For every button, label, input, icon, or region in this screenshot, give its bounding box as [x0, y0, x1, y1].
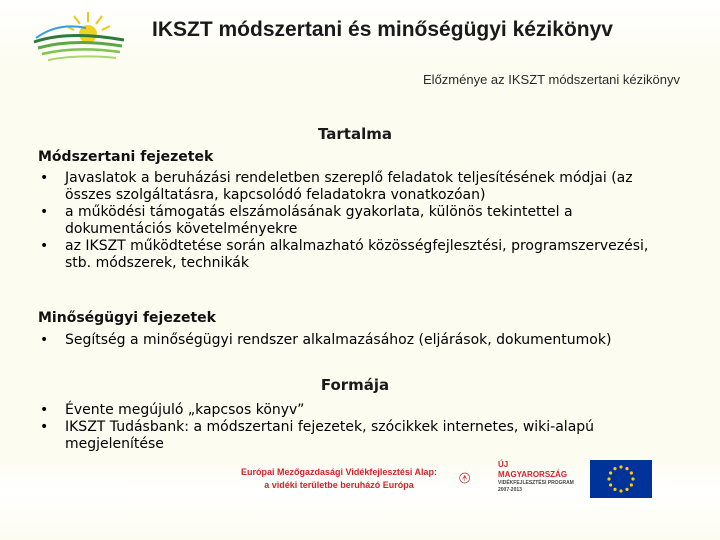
list-item [38, 402, 678, 419]
eu-star [607, 477, 610, 480]
bullet-glyph: • [40, 170, 49, 186]
list-item-text: Segítség a minőségügyi rendszer alkalmazásához (eljárások, dokumentumok) [65, 332, 612, 348]
eu-star [613, 467, 616, 470]
list-item [38, 170, 678, 204]
modszertani-section-title: Módszertani fejezetek [38, 149, 214, 165]
list-item [38, 419, 678, 453]
bullet-glyph: • [40, 402, 49, 418]
eu-star [625, 488, 628, 491]
formaja-heading: Formája [320, 376, 390, 394]
list-item [38, 204, 678, 238]
list-item-text: dokumentációs követelményekre [65, 221, 298, 237]
list-item-text: Évente megújuló „kapcsos könyv” [65, 402, 305, 418]
list-item-text: megjelenítése [65, 436, 164, 452]
eafrd-line-2: a vidéki területbe beruházó Európa [264, 480, 414, 490]
list-item-text: IKSZT Tudásbank: a módszertani fejezetek, szócikkek internetes, wiki-alapú [65, 419, 595, 435]
page-subtitle: Előzménye az IKSZT módszertani kézikönyv [423, 72, 680, 87]
uj-magyarorszag-logo-text [498, 460, 578, 494]
list-item-text: stb. módszerek, technikák [65, 255, 249, 271]
list-item [38, 238, 678, 272]
minosegugyi-list [38, 332, 678, 349]
um-subtitle: VIDÉKFEJLESZTÉSI PROGRAM [498, 480, 574, 486]
bullet-glyph: • [40, 204, 49, 220]
page-title: IKSZT módszertani és minőségügyi kézikönyv [152, 18, 613, 41]
sun-landscape-logo [28, 8, 128, 64]
minosegugyi-section-title: Minőségügyi fejezetek [38, 310, 216, 326]
list-item-text: az IKSZT működtetése során alkalmazható közösségfejlesztési, programszervezési, [65, 238, 649, 254]
eu-star [630, 471, 633, 474]
eu-star [619, 465, 622, 468]
eu-star [631, 477, 634, 480]
bullet-glyph: • [40, 419, 49, 435]
uj-magyarorszag-emblem [458, 458, 498, 498]
list-item-text: Javaslatok a beruházási rendeletben szereplő feladatok teljesítésének módjai (az [65, 170, 633, 186]
um-years: 2007-2013 [498, 487, 522, 493]
eu-star [609, 471, 612, 474]
eu-star [613, 488, 616, 491]
bullet-glyph: • [40, 238, 49, 254]
eafrd-caption [228, 466, 450, 492]
eafrd-line-1: Európai Mezőgazdasági Vidékfejlesztési Alap: [240, 467, 438, 477]
eu-star [619, 489, 622, 492]
eu-star [630, 483, 633, 486]
eu-star [609, 483, 612, 486]
eu-star [625, 467, 628, 470]
tartalma-heading: Tartalma [317, 125, 393, 143]
list-item-text: a működési támogatás elszámolásának gyakorlata, különös tekintettel a [65, 204, 573, 220]
um-title: ÚJ MAGYARORSZÁG [498, 460, 568, 479]
list-item [38, 332, 678, 349]
formaja-list [38, 402, 678, 453]
list-item-text: összes szolgáltatásra, kapcsolódó feladatokra vonatkozóan) [65, 187, 486, 203]
modszertani-list [38, 170, 678, 272]
eu-flag-icon [590, 460, 652, 498]
bullet-glyph: • [40, 332, 49, 348]
